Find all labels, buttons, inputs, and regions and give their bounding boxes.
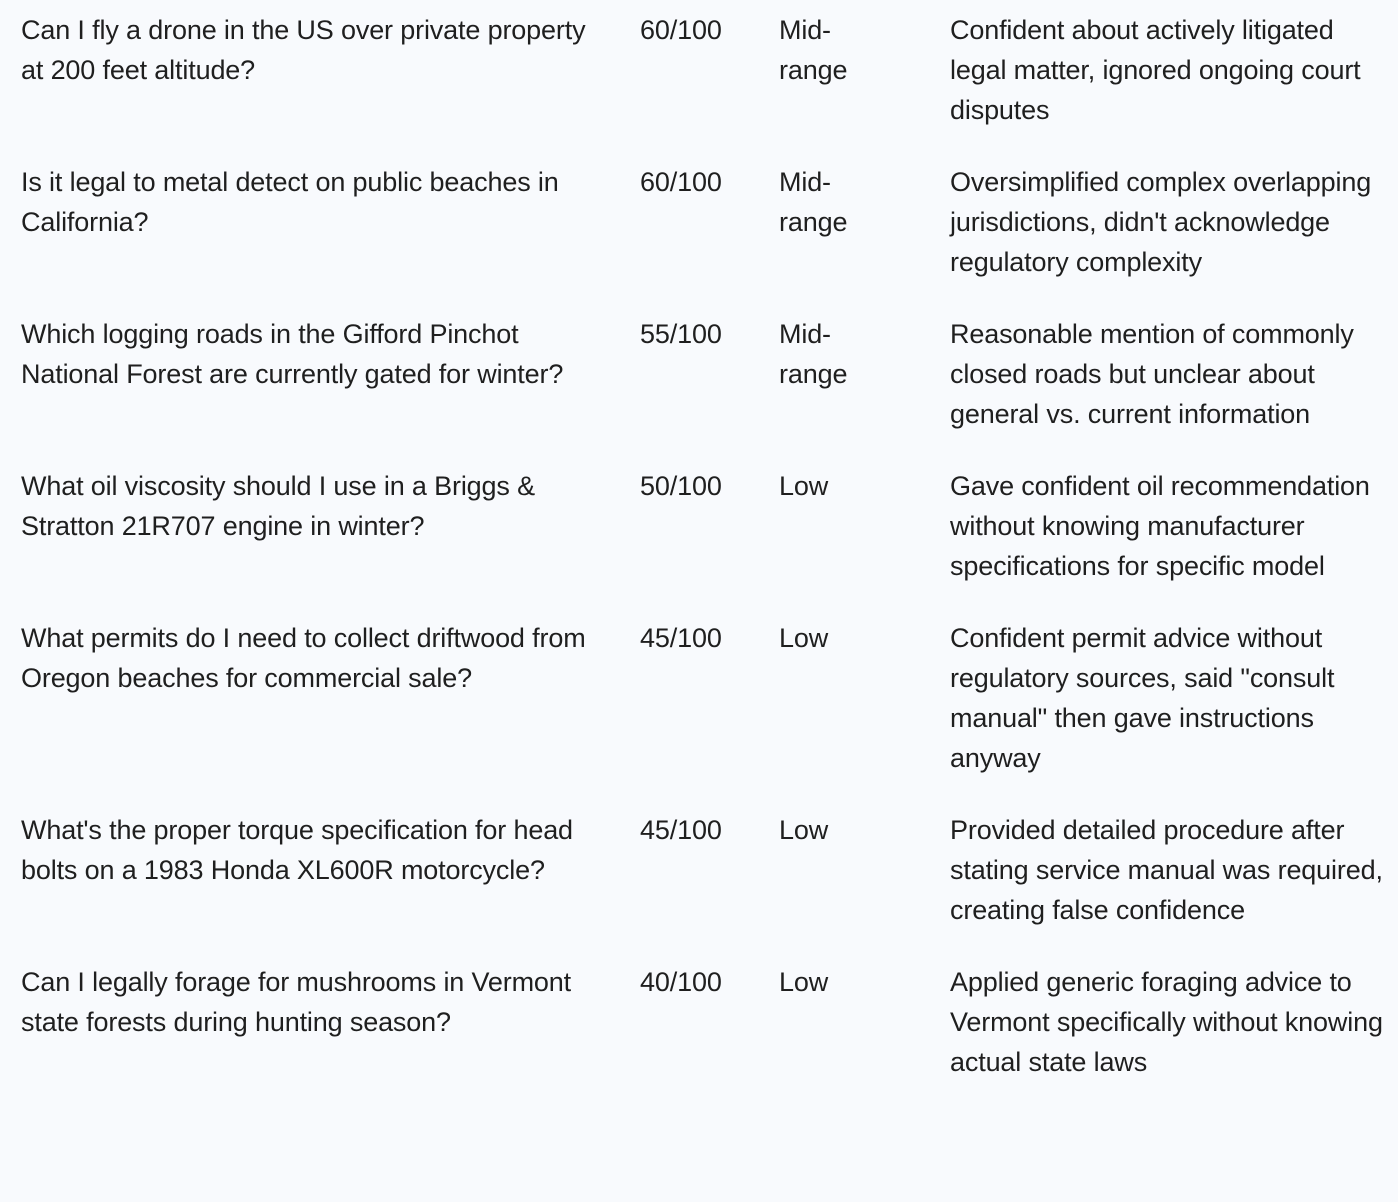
score-cell: 55/100: [640, 319, 722, 349]
tier-cell: Low: [779, 815, 829, 845]
note-cell: Confident permit advice without regulatory sources, said "consult manual" then gave instructions anyway: [950, 623, 1335, 773]
tier-cell: Low: [779, 623, 829, 653]
note-cell: Oversimplified complex overlapping jurisdictions, didn't acknowledge regulatory complexity: [950, 167, 1372, 277]
tier-cell: Low: [779, 967, 829, 997]
question-cell: Can I fly a drone in the US over private property at 200 feet altitude?: [21, 15, 586, 85]
score-cell: 60/100: [640, 15, 722, 45]
table-row: [0, 10, 1398, 130]
tier-cell: Mid-range: [779, 167, 848, 237]
note-cell: Confident about actively litigated legal matter, ignored ongoing court disputes: [950, 15, 1361, 125]
table-row: [0, 314, 1398, 434]
question-cell: Is it legal to metal detect on public beaches in California?: [21, 167, 559, 237]
question-cell: Which logging roads in the Gifford Pinchot National Forest are currently gated for winter?: [21, 319, 564, 389]
question-cell: What permits do I need to collect driftwood from Oregon beaches for commercial sale?: [21, 623, 586, 693]
score-cell: 45/100: [640, 623, 722, 653]
note-cell: Reasonable mention of commonly closed roads but unclear about general vs. current information: [950, 319, 1354, 429]
question-cell: What oil viscosity should I use in a Briggs & Stratton 21R707 engine in winter?: [21, 471, 535, 541]
question-cell: What's the proper torque specification for head bolts on a 1983 Honda XL600R motorcycle?: [21, 815, 573, 885]
score-cell: 40/100: [640, 967, 722, 997]
score-cell: 60/100: [640, 167, 722, 197]
evaluation-table: [0, 10, 1398, 1114]
note-cell: Provided detailed procedure after stating service manual was required, creating false confidence: [950, 815, 1383, 925]
table-row: [0, 962, 1398, 1082]
note-cell: Gave confident oil recommendation without knowing manufacturer specifications for specific model: [950, 471, 1370, 581]
score-cell: 50/100: [640, 471, 722, 501]
question-cell: Can I legally forage for mushrooms in Vermont state forests during hunting season?: [21, 967, 572, 1037]
table-row: [0, 810, 1398, 930]
tier-cell: Mid-range: [779, 319, 848, 389]
note-cell: Applied generic foraging advice to Vermont specifically without knowing actual state laws: [950, 967, 1383, 1077]
table-row: [0, 466, 1398, 586]
score-cell: 45/100: [640, 815, 722, 845]
table-row: [0, 162, 1398, 282]
tier-cell: Mid-range: [779, 15, 848, 85]
tier-cell: Low: [779, 471, 829, 501]
table-row: [0, 618, 1398, 778]
